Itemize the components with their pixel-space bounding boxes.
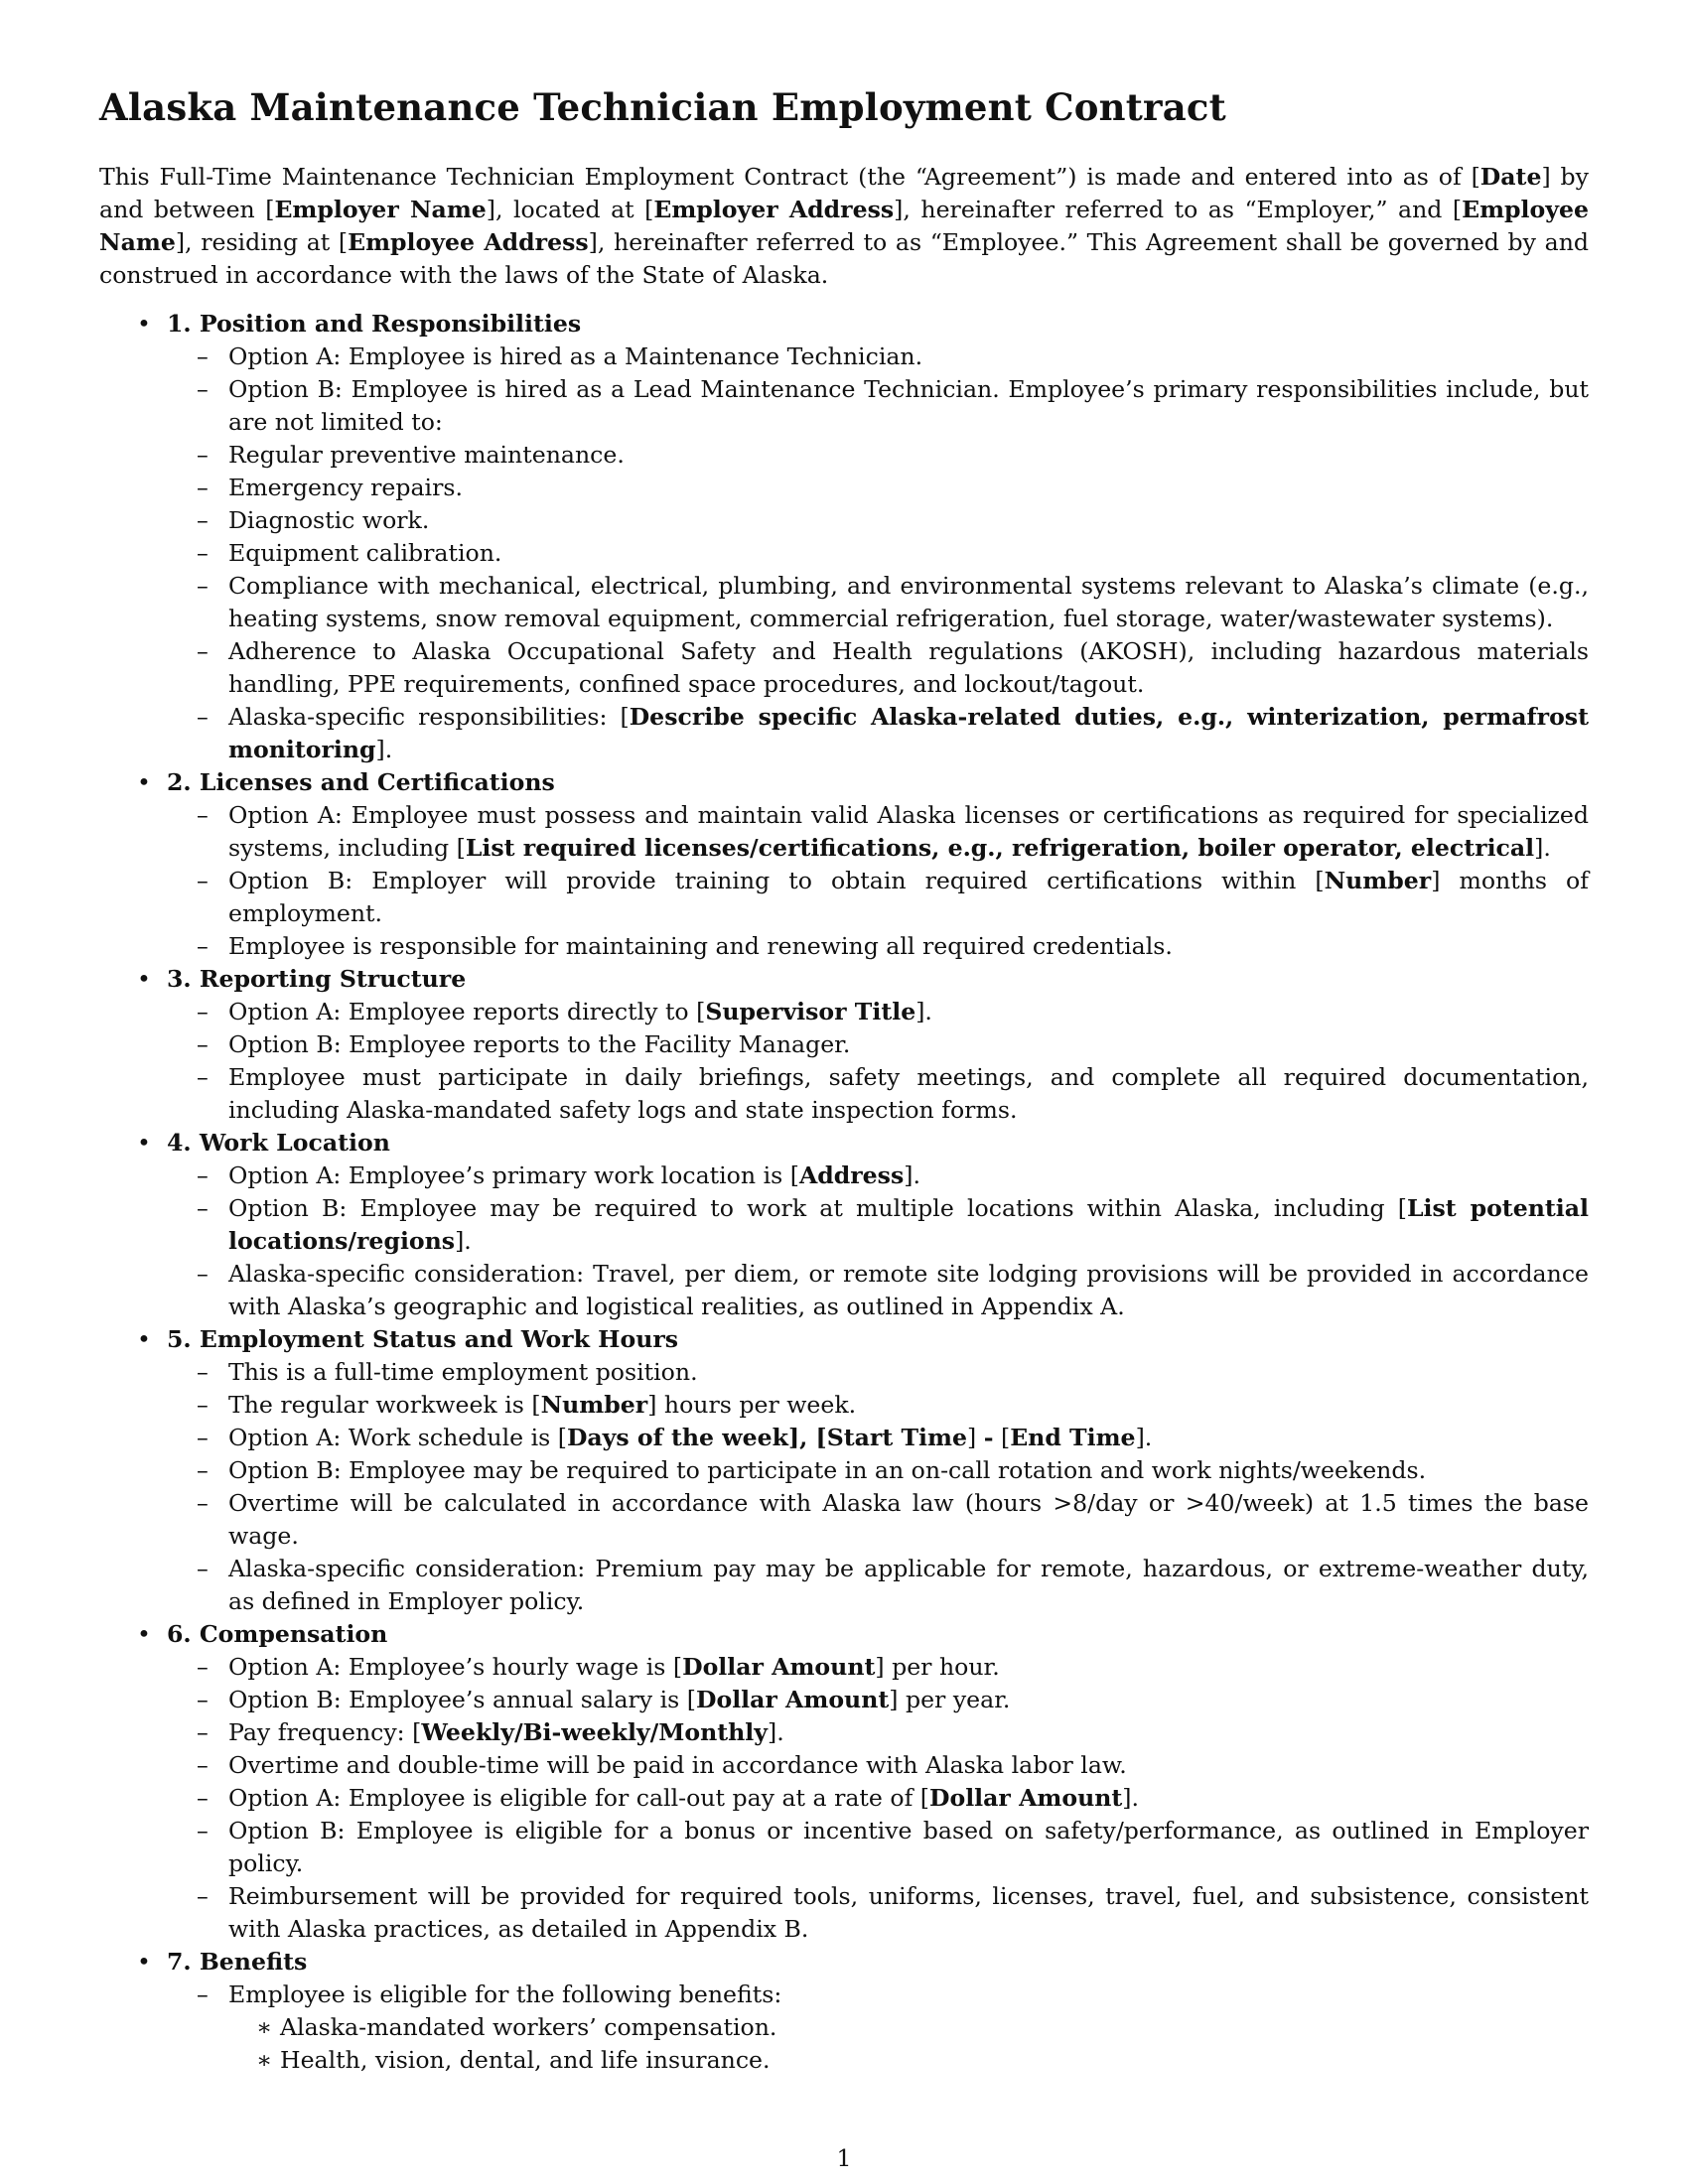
list-item: – Option A: Employee is hired as a Maintenance Technician. bbox=[167, 341, 1589, 373]
employer-address-placeholder: Employer Address bbox=[653, 196, 895, 223]
list-item: – Pay frequency: [Weekly/Bi-weekly/Monthly]. bbox=[167, 1716, 1589, 1749]
list-item: – Option A: Employee must possess and maintain valid Alaska licenses or certifications as required for specialized systems, including [List required licenses/certifications, e.g., refrigeration, boiler operator, electrical]. bbox=[167, 799, 1589, 865]
section-reporting bbox=[99, 963, 1589, 1127]
list-item: – Employee must participate in daily briefings, safety meetings, and complete all required documentation, including Alaska-mandated safety logs and state inspection forms. bbox=[167, 1061, 1589, 1127]
list-item: – Alaska-specific responsibilities: [Describe specific Alaska-related duties, e.g., winterization, permafrost monitoring]. bbox=[167, 701, 1589, 766]
employer-name-placeholder: Employer Name bbox=[274, 196, 487, 223]
list-item: – Option B: Employee may be required to work at multiple locations within Alaska, including [List potential locations/regions]. bbox=[167, 1192, 1589, 1258]
section-title: • 6. Compensation bbox=[167, 1620, 388, 1648]
section-title: • 7. Benefits bbox=[167, 1948, 308, 1976]
end-time-placeholder: End Time bbox=[1010, 1424, 1136, 1451]
locations-placeholder: List potential locations/regions bbox=[228, 1194, 1589, 1255]
section-compensation bbox=[99, 1618, 1589, 1946]
sub-list-item: ∗ Alaska-mandated workers’ compensation. bbox=[228, 2011, 1589, 2044]
section-title: • 2. Licenses and Certifications bbox=[167, 768, 555, 796]
list-item: – Employee is eligible for the following benefits: ∗ Alaska-mandated workers’ compensation. ∗ Health, vision, dental, and life insurance. bbox=[167, 1979, 1589, 2077]
list-item: – Option A: Work schedule is [Days of the week], [Start Time] - [End Time]. bbox=[167, 1422, 1589, 1454]
list-item: – Option B: Employer will provide training to obtain required certifications within [Number] months of employment. bbox=[167, 865, 1589, 930]
list-item: – Option B: Employee reports to the Facility Manager. bbox=[167, 1028, 1589, 1061]
list-item: – Reimbursement will be provided for required tools, uniforms, licenses, travel, fuel, and subsistence, consistent with Alaska practices, as detailed in Appendix B. bbox=[167, 1880, 1589, 1946]
supervisor-placeholder: Supervisor Title bbox=[705, 998, 916, 1025]
list-item: – Option A: Employee reports directly to [Supervisor Title]. bbox=[167, 996, 1589, 1028]
list-item: – Option B: Employee’s annual salary is [Dollar Amount] per year. bbox=[167, 1684, 1589, 1716]
contract-title: Alaska Maintenance Technician Employment Contract bbox=[99, 85, 1226, 129]
pay-frequency-placeholder: Weekly/Bi-weekly/Monthly bbox=[421, 1718, 768, 1746]
list-item: – This is a full-time employment position. bbox=[167, 1356, 1589, 1389]
section-benefits bbox=[99, 1946, 1589, 2077]
list-item: – Option B: Employee may be required to participate in an on-call rotation and work nights/weekends. bbox=[167, 1454, 1589, 1487]
section-licenses bbox=[99, 766, 1589, 963]
list-item: – Option A: Employee is eligible for call-out pay at a rate of [Dollar Amount]. bbox=[167, 1782, 1589, 1815]
list-item: – Alaska-specific consideration: Premium pay may be applicable for remote, hazardous, or extreme-weather duty, as defined in Employer policy. bbox=[167, 1553, 1589, 1618]
list-item: – Option B: Employee is hired as a Lead Maintenance Technician. Employee’s primary responsibilities include, but are not limited to: bbox=[167, 373, 1589, 439]
address-placeholder: Address bbox=[798, 1161, 905, 1189]
list-item: – Option A: Employee’s primary work location is [Address]. bbox=[167, 1160, 1589, 1192]
list-item: – Diagnostic work. bbox=[167, 504, 1589, 537]
list-item: – Alaska-specific consideration: Travel, per diem, or remote site lodging provisions will be provided in accordance with Alaska’s geographic and logistical realities, as outlined in Appendix A. bbox=[167, 1258, 1589, 1323]
list-item: – Equipment calibration. bbox=[167, 537, 1589, 570]
section-location bbox=[99, 1127, 1589, 1323]
list-item: – Option B: Employee is eligible for a bonus or incentive based on safety/performance, as outlined in Employer policy. bbox=[167, 1815, 1589, 1880]
list-item: – Option A: Employee’s hourly wage is [Dollar Amount] per hour. bbox=[167, 1651, 1589, 1684]
intro-paragraph: This Full-Time Maintenance Technician Employment Contract (the “Agreement”) is made and entered into as of [Date] by and between [Employer Name], located at [Employer Address], hereinafter referred to as “Employer,” and [Employee Name], residing at [Employee Address], hereinafter referred to as “Employee.” This Agreement shall be governed by and construed in accordance with the laws of the State of Alaska. bbox=[99, 163, 1589, 289]
section-title: • 5. Employment Status and Work Hours bbox=[167, 1325, 679, 1353]
call-out-pay-placeholder: Dollar Amount bbox=[929, 1784, 1123, 1812]
page-number: 1 bbox=[836, 2144, 852, 2172]
list-item: – Compliance with mechanical, electrical, plumbing, and environmental systems relevant to Alaska’s climate (e.g., heating systems, snow removal equipment, commercial refrigeration, fuel storage, water/wastewater systems). bbox=[167, 570, 1589, 635]
list-item: – The regular workweek is [Number] hours per week. bbox=[167, 1389, 1589, 1422]
hourly-wage-placeholder: Dollar Amount bbox=[682, 1653, 876, 1681]
list-item: – Emergency repairs. bbox=[167, 472, 1589, 504]
hours-placeholder: Number bbox=[540, 1391, 648, 1419]
sub-list-item: ∗ Health, vision, dental, and life insurance. bbox=[228, 2044, 1589, 2077]
duties-placeholder: Describe specific Alaska-related duties, e.g., winterization, permafrost monitoring bbox=[228, 703, 1589, 763]
list-item: – Employee is responsible for maintaining and renewing all required credentials. bbox=[167, 930, 1589, 963]
list-item: – Regular preventive maintenance. bbox=[167, 439, 1589, 472]
section-position bbox=[99, 308, 1589, 766]
section-title: • 1. Position and Responsibilities bbox=[167, 310, 582, 338]
section-title: • 4. Work Location bbox=[167, 1129, 390, 1157]
schedule-placeholder: Days of the week], [Start Time bbox=[566, 1424, 967, 1451]
employee-address-placeholder: Employee Address bbox=[348, 228, 589, 256]
licenses-placeholder: List required licenses/certifications, e.g., refrigeration, boiler operator, electrical bbox=[465, 834, 1535, 862]
months-placeholder: Number bbox=[1324, 867, 1432, 894]
date-placeholder: Date bbox=[1479, 163, 1542, 191]
list-item: – Adherence to Alaska Occupational Safety and Health regulations (AKOSH), including hazardous materials handling, PPE requirements, confined space procedures, and lockout/tagout. bbox=[167, 635, 1589, 701]
contract-sections bbox=[99, 308, 1589, 2077]
annual-salary-placeholder: Dollar Amount bbox=[696, 1686, 890, 1713]
list-item: – Overtime will be calculated in accordance with Alaska law (hours >8/day or >40/week) at 1.5 times the base wage. bbox=[167, 1487, 1589, 1553]
section-work-hours bbox=[99, 1323, 1589, 1618]
employee-name-placeholder: Employee Name bbox=[99, 196, 1589, 256]
list-item: – Overtime and double-time will be paid in accordance with Alaska labor law. bbox=[167, 1749, 1589, 1782]
section-title: • 3. Reporting Structure bbox=[167, 965, 467, 993]
